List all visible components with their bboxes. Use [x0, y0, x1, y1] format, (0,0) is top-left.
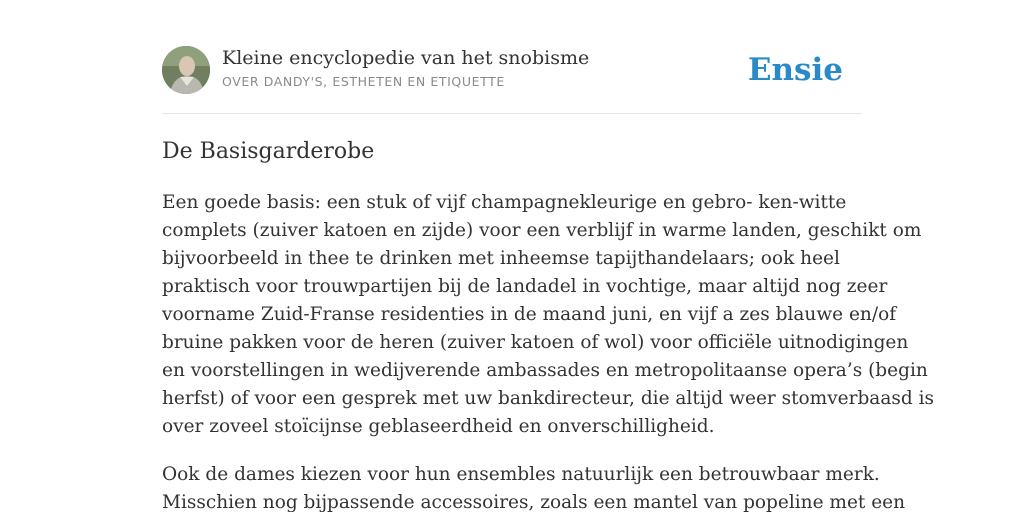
paragraph-line: Een goede basis: een stuk of vijf champagnekleurige en gebro- ken-witte [162, 192, 847, 213]
paragraph-line: bijvoorbeeld in thee te drinken met inheemse tapijthandelaars; ook heel [162, 248, 840, 269]
paragraph-line: bruine pakken voor de heren (zuiver katoen of wol) voor officiële uitnodigingen [162, 332, 909, 353]
paragraph-line: en voorstellingen in wedijverende ambassades en metropolitaanse opera’s (begin [162, 360, 928, 381]
paragraph-line: praktisch voor trouwpartijen bij de landadel in vochtige, maar altijd nog zeer [162, 276, 888, 297]
paragraph-line: Ook de dames kiezen voor hun ensembles natuurlijk een betrouwbaar merk. [162, 464, 880, 485]
paragraph-line: herfst) of voor een gesprek met uw bankdirecteur, die altijd weer stomverbaasd is [162, 388, 934, 409]
article-title: De Basisgarderobe [162, 139, 375, 164]
avatar-portrait-icon [162, 46, 210, 94]
avatar[interactable] [162, 46, 210, 94]
paragraph-line: voorname Zuid-Franse residenties in de maand juni, en vijf a zes blauwe en/of [162, 304, 897, 325]
header-divider [162, 113, 862, 114]
paragraph-line: Misschien nog bijpassende accessoires, zoals een mantel van popeline met een [162, 492, 906, 512]
article-paragraph-1 [162, 189, 934, 441]
site-subtitle: OVER DANDY'S, ESTHETEN EN ETIQUETTE [222, 74, 505, 89]
site-header [162, 46, 862, 96]
site-title[interactable]: Kleine encyclopedie van het snobisme [222, 47, 590, 69]
paragraph-line: over zoveel stoïcijnse geblaseerdheid en onverschilligheid. [162, 416, 715, 437]
brand-logo[interactable]: Ensie [747, 52, 843, 88]
article-paragraph-2 [162, 461, 906, 512]
paragraph-line: complets (zuiver katoen en zijde) voor een verblijf in warme landen, geschikt om [162, 220, 922, 241]
